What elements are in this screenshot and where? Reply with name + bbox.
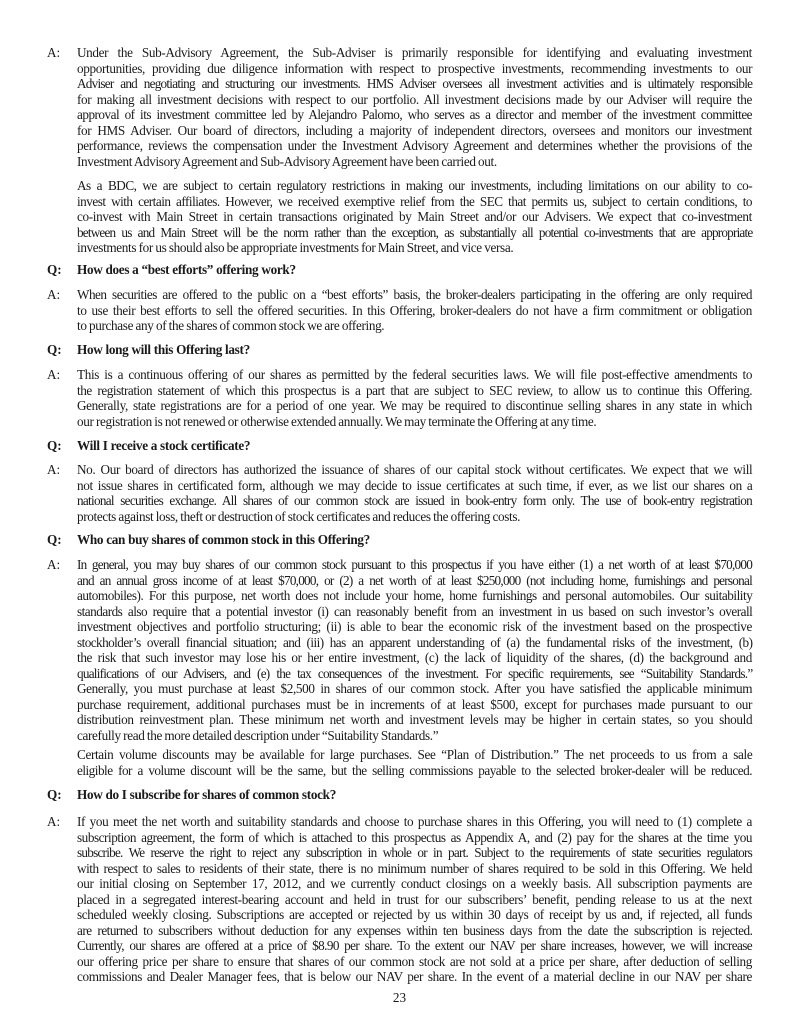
text-line: Under the Sub-Advisory Agreement, the Sub-Adviser is primarily responsible for identifying and evaluating investment (77, 45, 752, 60)
answer-text (77, 462, 752, 524)
question-text: Who can buy shares of common stock in this Offering? (77, 532, 370, 547)
answer-text (77, 814, 752, 985)
text-line: qualifications of our Advisers, and (e) the tax consequences of the investment. For specific requirements, see “Suitability Standards.” (77, 665, 753, 681)
text-line: with respect to sales to residents of their state, there is no minimum number of shares required to be sold in this Offering. We held (77, 860, 752, 876)
text-line: purchase requirement, additional purchases must be in increments of at least $500, except for purchases made pursuant to our (77, 696, 752, 712)
answer-label: A: (47, 287, 61, 302)
text-line: Currently, our shares are offered at a price of $8.90 per share. To the extent our NAV per share increases, however, we will increase (77, 938, 752, 953)
text-line: Generally, you must purchase at least $2,500 in shares of our common stock. After you have satisfied the applicable minimum (77, 681, 753, 696)
text-line: As a BDC, we are subject to certain regulatory restrictions in making our investments, including limitations on our ability to co- (77, 178, 753, 193)
text-line: commissions and Dealer Manager fees, that is below our NAV per share. In the event of a material decline in our NAV per share (77, 969, 752, 984)
question-text: How does a “best efforts” offering work? (77, 262, 296, 277)
paragraph-text (77, 747, 752, 778)
answer-text (77, 287, 752, 334)
question-text: How long will this Offering last? (77, 342, 250, 357)
text-line: approval of its investment committee led by Alejandro Palomo, who serves as a director and member of the investment committee (77, 107, 753, 122)
answer-label: A: (47, 462, 61, 477)
question-label: Q: (47, 787, 62, 802)
question-label: Q: (47, 438, 62, 453)
answer-text (77, 557, 752, 743)
text-line: subscribe. We reserve the right to reject any subscription in whole or in part. Subject to the requirements of state securities regulators (77, 845, 752, 860)
text-line: Adviser and negotiating and structuring our investments. HMS Adviser oversees all investment activities and is ultimately responsible (77, 76, 753, 91)
question-label: Q: (47, 532, 62, 547)
text-line: automobiles). For this purpose, net worth does not include your home, home furnishings and personal automobiles. Our suitability (77, 588, 753, 603)
text-line: investment objectives and portfolio structuring; (ii) is able to bear the economic risk of the investment based on the prospective (77, 619, 753, 634)
text-line: the risk that such investor may lose his or her entire investment, (c) the lack of liquidity of the shares, (d) the background and (77, 650, 753, 665)
answer-label: A: (47, 367, 61, 382)
paragraph-text (77, 178, 752, 256)
text-line: our initial closing on September 17, 2012, and we currently conduct closings on a weekly basis. All subscription payments are (77, 876, 752, 891)
text-line: Generally, state registrations are for a period of one year. We may be required to discontinue selling shares in any state in which (77, 398, 752, 413)
text-line: standards also require that a potential investor (i) can reasonably benefit from an investment in us based on such investor’s overall (77, 603, 753, 619)
text-line: In general, you may buy shares of our common stock pursuant to this prospectus if you have either (1) a net worth of at least $70,000 (77, 557, 753, 572)
answer-label: A: (47, 557, 61, 572)
text-line: co-invest with Main Street in certain transactions originated by Main Street and/or our Advisers. We expect that co-investment (77, 209, 752, 224)
text-line: are returned to subscribers without deduction for any expenses within ten business days from the date the subscription is rejected. (77, 922, 753, 938)
text-line: protects against loss, theft or destruction of stock certificates and reduces the offering costs. (77, 508, 521, 524)
text-line: the registration statement of which this prospectus is a part that are subject to SEC review, to allow us to continue this Offering. (77, 382, 753, 398)
text-line: Investment Advisory Agreement and Sub-Advisory Agreement have been carried out. (77, 153, 497, 169)
text-line: for HMS Adviser. Our board of directors, including a majority of independent directors, oversees and monitors our investment (77, 122, 752, 138)
text-line: not issue shares in certificated form, although we may decide to issue certificates at such time, if ever, as we list our shares on a (77, 477, 753, 493)
question-label: Q: (47, 262, 62, 277)
answer-text (77, 367, 752, 429)
answer-label: A: (47, 45, 61, 60)
text-line: Certain volume discounts may be available for large purchases. See “Plan of Distribution.” The net proceeds to us from a sale (77, 747, 753, 762)
question-text: Will I receive a stock certificate? (77, 438, 251, 453)
text-line: If you meet the net worth and suitability standards and choose to purchase shares in this Offering, you will need to (1) complete a (77, 814, 752, 829)
answer-label: A: (47, 814, 61, 829)
text-line: to purchase any of the shares of common stock we are offering. (77, 318, 385, 333)
text-line: our registration is not renewed or otherwise extended annually. We may terminate the Offering at any time. (77, 413, 597, 429)
text-line: stockholder’s overall financial situation; and (iii) has an apparent understanding of (a) the fundamental risks of the investment, (b) (77, 634, 753, 650)
text-line: subscription agreement, the form of which is attached to this prospectus as Appendix A, and (2) pay for the shares at the time you (77, 829, 753, 845)
text-line: performance, reviews the compensation under the Investment Advisory Agreement and determines whether the provisions of the (77, 138, 753, 153)
text-line: between us and Main Street will be the norm rather than the exception, as substantially all potential co-investments that are appropriate (77, 224, 753, 240)
text-line: No. Our board of directors has authorized the issuance of shares of our capital stock without certificates. We expect that we will (77, 462, 753, 477)
question-label: Q: (47, 342, 62, 357)
text-line: placed in a segregated interest-bearing account and held in trust for our subscribers’ benefit, pending release to us at the next (77, 891, 752, 907)
page-number: 23 (392, 990, 407, 1005)
text-line: When securities are offered to the public on a “best efforts” basis, the broker-dealers participating in the offering are only required (77, 287, 752, 302)
text-line: to use their best efforts to sell the offered securities. In this Offering, broker-dealers do not have a firm commitment or obligation (77, 302, 752, 318)
text-line: distribution reinvestment plan. These minimum net worth and investment levels may be higher in certain states, so you should (77, 712, 753, 727)
text-line: for making all investment decisions with respect to our portfolio. All investment decisions made by our Adviser will require the (77, 91, 752, 107)
text-line: and an annual gross income of at least $70,000, or (2) a net worth of at least $250,000 (not including home, furnishings and personal (77, 572, 752, 588)
text-line: national securities exchange. All shares of our common stock are issued in book-entry form only. The use of book-entry registration (77, 493, 752, 508)
text-line: eligible for a volume discount will be the same, but the selling commissions payable to the selected broker-dealer will be reduced. (77, 762, 752, 778)
question-text: How do I subscribe for shares of common stock? (77, 787, 336, 802)
text-line: opportunities, providing due diligence information with respect to prospective investments, recommending investments to our (77, 60, 753, 76)
text-line: investments for us should also be appropriate investments for Main Street, and vice versa. (77, 240, 514, 255)
text-line: carefully read the more detailed description under “Suitability Standards.” (77, 727, 439, 743)
text-line: scheduled weekly closing. Subscriptions are accepted or rejected by us within 30 days of receipt by us and, if rejected, all funds (77, 907, 752, 922)
text-line: our offering price per share to ensure that shares of our common stock are not sold at a price per share, after deduction of selling (77, 953, 752, 969)
text-line: This is a continuous offering of our shares as permitted by the federal securities laws. We will file post-effective amendments to (77, 367, 753, 382)
answer-text (77, 45, 752, 169)
text-line: invest with certain affiliates. However, we received exemptive relief from the SEC that permits us, subject to certain conditions, to (77, 193, 752, 209)
